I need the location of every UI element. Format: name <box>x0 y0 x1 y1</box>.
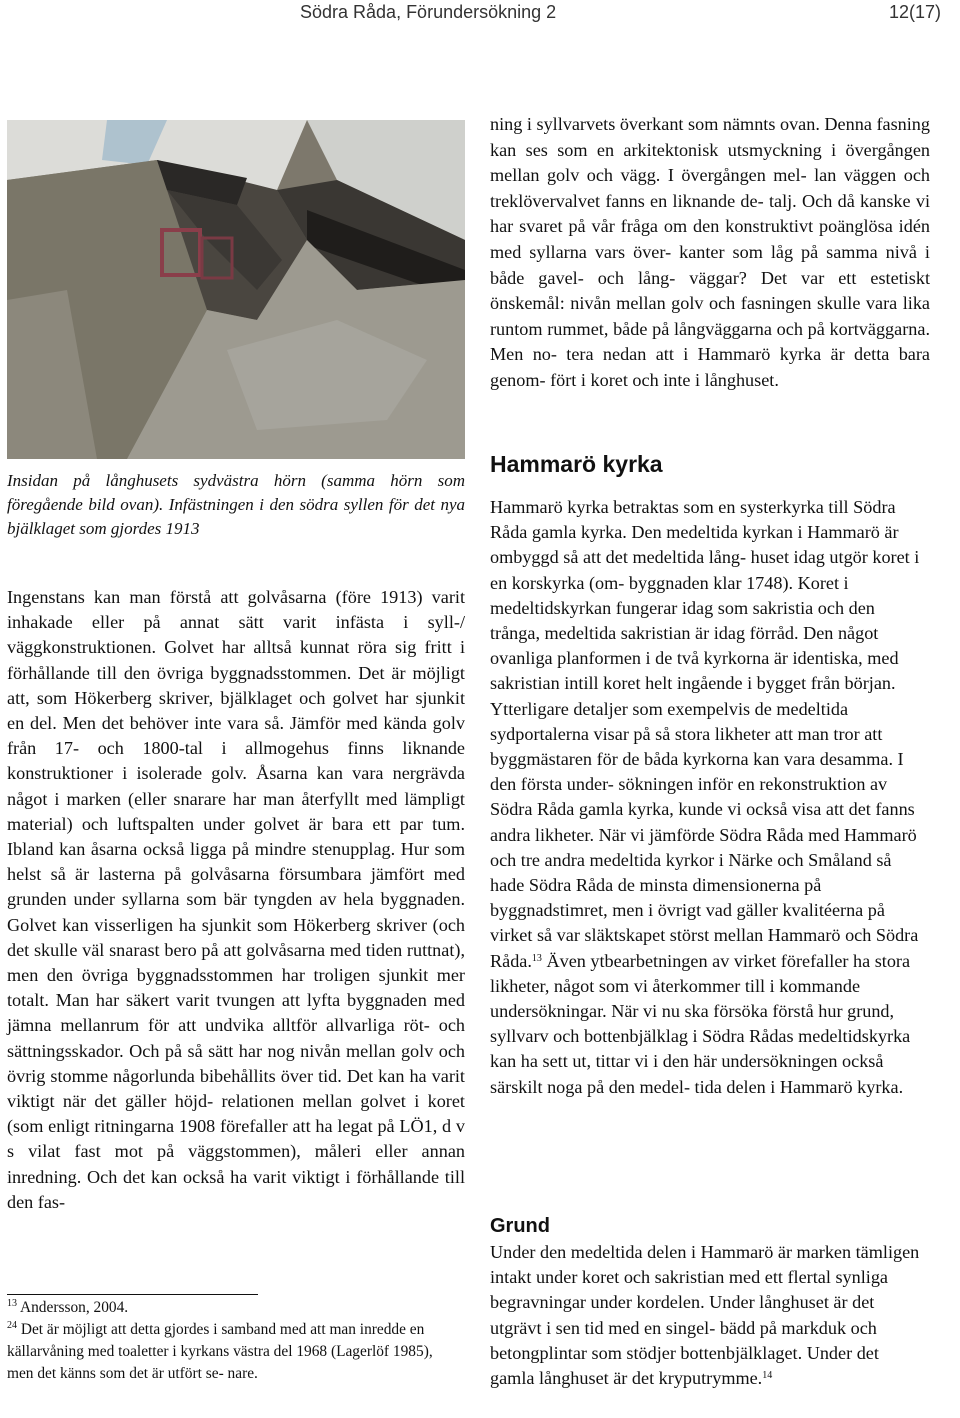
footnote-13-number: 13 <box>7 1298 17 1309</box>
caption-italic-part: Insidan på långhusets sydvästra hörn (samma hörn som föregående bild ovan). <box>7 471 465 514</box>
footnote-separator <box>7 1294 258 1295</box>
footnote-13-text: Andersson, 2004. <box>20 1299 129 1316</box>
page-number: 12(17) <box>889 2 942 22</box>
footnote-24-text: Det är möjligt att detta gjordes i samband med att man inredde en källarvåning med toaletter i kyrkans västra del 1968 (Lagerlöf 1985), men det känns som det är utfört se- nare. <box>7 1321 433 1382</box>
footnote-24-number: 24 <box>7 1320 17 1331</box>
hammaro-text-part-1: Hammarö kyrka betraktas som en systerkyrka till Södra Råda gamla kyrka. Den medeltida kyrkan i Hammarö är ombyggd så att det medeltida lång- huset idag utgör koret i en korskyrka (om- byggnaden klar 1748). Koret i medeltidskyrkan fungerar idag som sakristia och den trånga, medeltida sakristian är idag förråd. Den något ovanliga planformen i de två kyrkorna är identiska, med sakristian intill koret helt ingående i bygget från början. Ytterligare detaljer som exempelvis de medeltida sydportalerna visar på så stora likheter att man tror att byggmästaren för de båda kyrkorna kan vara desamma. I den första under- sökningen inför en rekonstruktion av Södra Råda gamla kyrka, kunde vi också visa att det fanns andra likheter. När vi jämförde Södra Råda med Hammarö och tre andra medeltida kyrkor i Närke och Småland så hade Södra Råda de minsta dimensionerna på byggnadstimret, men i övrigt vad gäller kvalitéerna på virket så var släktskapet störst mellan Hammarö och Södra Råda. <box>490 497 920 971</box>
left-column-body: Ingenstans kan man förstå att golvåsarna (före 1913) varit inhakade eller på annat sätt varit infästa i syll-/ väggkonstruktionen. Golvet har alltså kunnat röra sig fritt i förhållande till den övriga byggnadsstommen. Det är möjligt att, som Hökerberg skriver, bjälklaget och golvet har sjunkit en del. Men det behöver inte vara så. Jämför med kända golv från 17- och 1800-tal i allmogehus finns liknande konstruktioner i isolerade golv. Åsarna kan vara nergrävda något i marken (eller snarare har man återfyllt med lämpligt material) och luftspalten under golvet är bara ett par tum. Ibland kan åsarna också ligga på mindre stenupplag. Hur som helst så är lasterna på golvåsarna försumbara jämfört med grunden under syllarna som bär tyngden av hela byggnaden. Golvet kan visserligen ha sjunkit som Hökerberg skriver (och det skulle väl snarast bero på att golvåsarna med tiden ruttnat), men den övriga byggnadsstommen har troligen sjunkit mer totalt. Man har säkert varit tvungen att lyfta byggnaden med jämna mellanrum för att undvika alltför allvarliga röt- och sättningsskador. Och på så sätt har nog nivån mellan golv och övrig stomme någorlunda bibehållits över tid. Det kan ha varit viktigt när det gäller höjd- relationen mellan golvet i koret (som enligt ritningarna 1908 förefaller att ha legat på LÖ1, d v s vilat fast mot på väggstommen), måleri eller annan inredning. Och det kan också ha varit viktigt i förhållande till den fas- <box>7 587 465 1212</box>
grund-text: Under den medeltida delen i Hammarö är marken tämligen intakt under koret och sakristian med ett flertal synliga begravningar under kordelen. Under långhuset är det utgrävt i sen tid med en singel- bädd på markduk och betongplintar som stödjer bottenbjälklaget. Under det gamla långhuset är det kryputrymme. <box>490 1242 920 1389</box>
hammaro-section-body <box>490 495 920 1100</box>
footnotes <box>7 1297 457 1385</box>
caption-rest: Infästningen i den södra syllen för det nya bjälklaget som gjordes 1913 <box>7 495 465 538</box>
grund-section-body <box>490 1240 920 1391</box>
page-header <box>0 0 960 30</box>
photo-caption <box>7 469 465 541</box>
footnote-13 <box>7 1297 457 1319</box>
footnote-ref-13: 13 <box>531 952 542 964</box>
footnote-ref-14: 14 <box>762 1370 773 1382</box>
church-foundation-photo <box>7 120 465 459</box>
right-column-continuation: ning i syllvarvets överkant som nämnts ovan. Denna fasning kan ses som en arkitektonisk utsmyckning i övergången mellan golv och vägg. I övergången mel- lan väggen och treklövervalvet fanns en liknande de- talj. Och då kanske vi har svaret på vår fråga om den konstruktivt poänglösa idén med syllarna vars över- kanter som låg på samma nivå i både gavel- och lång- väggar? Det var ett estetiskt önskemål: nivån mellan golv och fasningen skulle vara lika runtom rummet, både på långväggarna och på kortväggarna. Men no- tera nedan att i Hammarö kyrka är detta bara genom- fört i koret och inte i långhuset. <box>490 114 930 390</box>
footnote-24 <box>7 1319 457 1385</box>
hammaro-text-part-2: Även ytbearbetningen av virket förefaller ha stora likheter, något som vi återkommer till i kommande undersökningar. När vi nu ska försöka förstå hur grund, syllvarv och bottenbjälklag i Södra Rådas medeltidskyrka kan ha sett ut, tittar vi i den här undersökningen också särskilt noga på den medel- tida delen i Hammarö kyrka. <box>490 950 911 1097</box>
document-title: Södra Råda, Förundersökning 2 <box>300 2 557 22</box>
section-heading-grund: Grund <box>490 1215 550 1237</box>
section-heading-hammaro: Hammarö kyrka <box>490 451 663 477</box>
